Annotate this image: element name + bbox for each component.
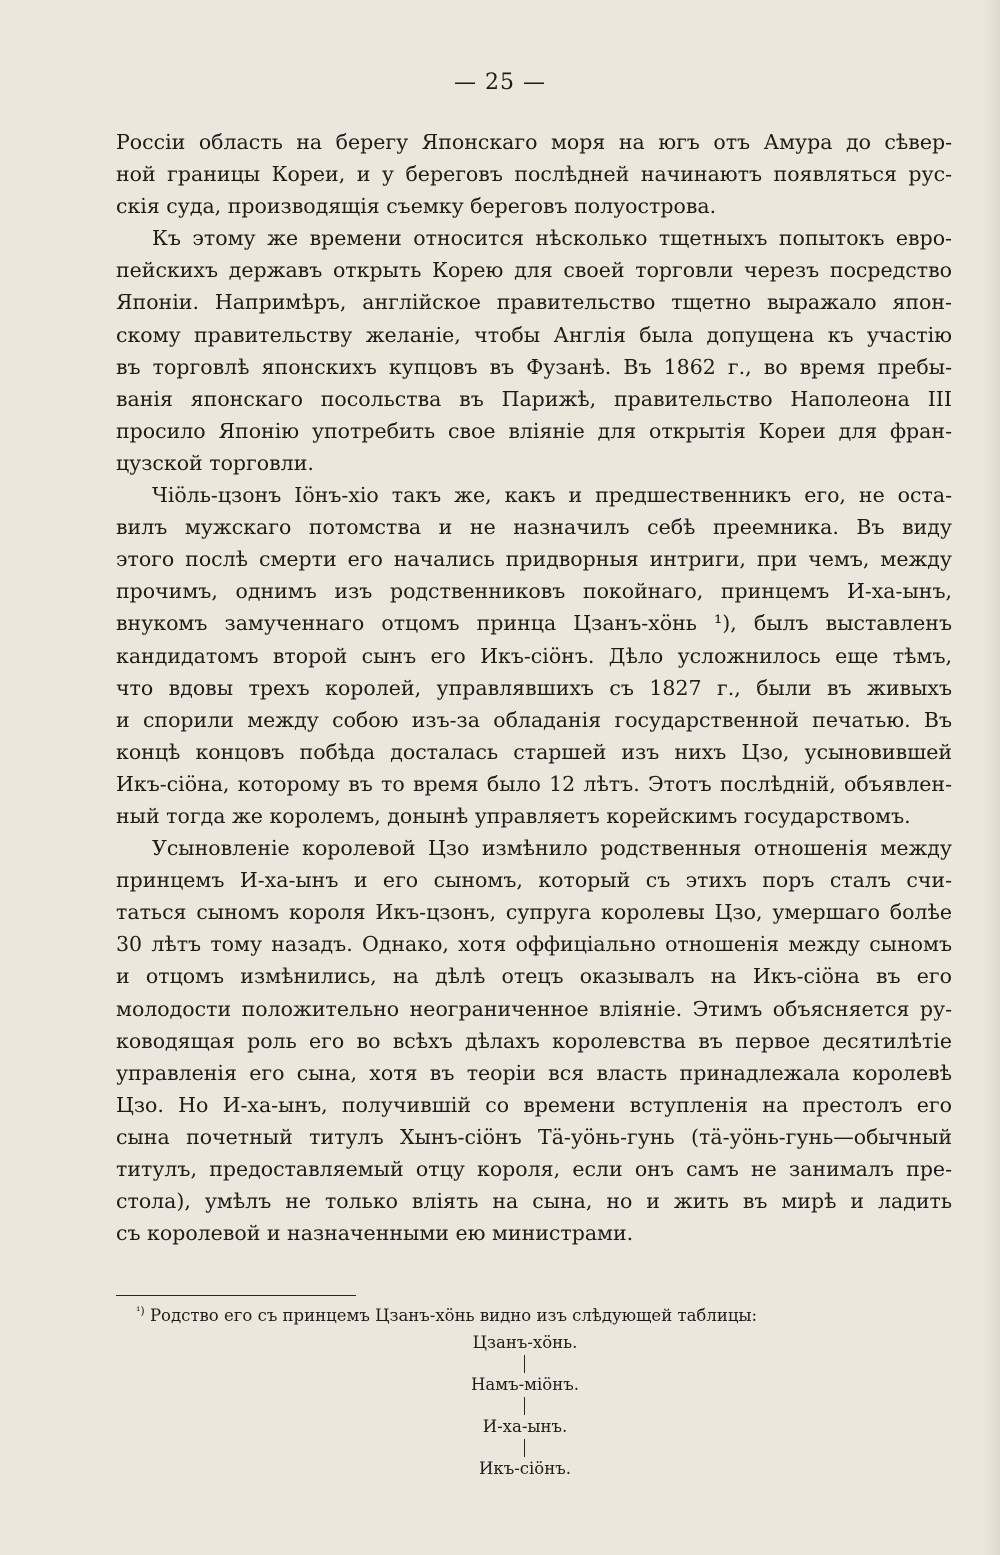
genealogy-name: И-ха-ынъ.: [482, 1417, 568, 1436]
text-line: Цзо. Но И-ха-ынъ, получившій со времени вступленія на престолъ его: [116, 1092, 952, 1117]
genealogy-connector: [420, 1395, 630, 1417]
text-line: просило Японію употребить свое вліяніе для открытія Кореи для фран-: [116, 418, 952, 443]
genealogy-name: Намъ-міöнъ.: [471, 1375, 579, 1394]
text-line: Японіи. Напримѣръ, англійское правительство тщетно выражало япон-: [116, 290, 952, 315]
text-line: принцемъ И-ха-ынъ и его сыномъ, который съ этихъ поръ сталъ счи-: [116, 868, 952, 893]
text-line: ванія японскаго посольства въ Парижѣ, правительство Наполеона III: [116, 386, 952, 411]
text-line: управленія его сына, хотя въ теоріи вся власть принадлежала королевѣ: [116, 1060, 952, 1085]
text-line: пейскихъ державъ открыть Корею для своей торговли черезъ посредство: [116, 258, 952, 283]
text-line: таться сыномъ короля Икъ-цзонъ, супруга королевы Цзо, умершаго болѣе: [116, 900, 952, 925]
footnote-body: Родство его съ принцемъ Цзанъ-хöнь видно изъ слѣдующей таблицы:: [149, 1306, 758, 1325]
text-line: скому правительству желаніе, чтобы Англія была допущена къ участію: [116, 322, 952, 347]
paragraph: [116, 222, 952, 479]
genealogy-connector: [420, 1437, 630, 1459]
text-line: Къ этому же времени относится нѣсколько тщетныхъ попытокъ евро-: [152, 226, 952, 251]
text-line: стола), умѣлъ не только вліять на сына, но и жить въ мирѣ и ладить: [116, 1189, 952, 1214]
paragraph: [116, 479, 952, 832]
text-line: ной границы Кореи, и у береговъ послѣдней начинаютъ появляться рус-: [116, 162, 952, 187]
text-line: 30 лѣтъ тому назадъ. Однако, хотя оффиціально отношенія между сыномъ: [116, 932, 952, 957]
text-line: въ торговлѣ японскихъ купцовъ въ Фузанѣ. Въ 1862 г., во время пребы-: [116, 354, 952, 379]
paragraph: [116, 126, 952, 222]
genealogy-name: Икъ-сіöнъ.: [479, 1459, 571, 1478]
text-line: ководящая роль его во всѣхъ дѣлахъ королевства въ первое десятилѣтіе: [116, 1028, 952, 1053]
text-line: и отцомъ измѣнились, на дѣлѣ отецъ оказывалъ на Икъ-сіöна въ его: [116, 964, 952, 989]
text-line: прочимъ, однимъ изъ родственниковъ покойнаго, принцемъ И-ха-ынъ,: [116, 579, 952, 604]
footnote-divider: [116, 1295, 356, 1296]
text-line: концѣ концовъ побѣда досталась старшей изъ нихъ Цзо, усыновившей: [116, 739, 952, 764]
text-line: скія суда, производящія съемку береговъ полуострова.: [116, 194, 717, 219]
text-line: что вдовы трехъ королей, управлявшихъ съ 1827 г., были въ живыхъ: [116, 675, 952, 700]
main-text: [116, 126, 952, 1249]
text-line: кандидатомъ второй сынъ его Икъ-сіöнъ. Дѣло усложнилось еще тѣмъ,: [116, 643, 952, 668]
page-edge-shadow: [982, 0, 1000, 1555]
text-line: съ королевой и назначенными ею министрами.: [116, 1221, 634, 1246]
page-number: — 25 —: [454, 70, 546, 95]
genealogy-name: Цзанъ-хöнь.: [472, 1333, 578, 1352]
text-line: сына почетный титулъ Хынъ-сіöнъ Тä-уöнь-гунь (тä-уöнь-гунь—обычный: [116, 1124, 952, 1149]
text-line: цузской торговли.: [116, 450, 314, 475]
genealogy-table: [420, 1333, 630, 1479]
genealogy-connector: [420, 1353, 630, 1375]
footnote: [116, 1305, 952, 1327]
text-line: вилъ мужскаго потомства и не назначилъ себѣ преемника. Въ виду: [116, 515, 952, 540]
footnote-mark: ¹): [136, 1304, 145, 1318]
text-line: титулъ, предоставляемый отцу короля, если онъ самъ не занималъ пре-: [116, 1157, 952, 1181]
text-line: ный тогда же королемъ, донынѣ управляетъ корейскимъ государствомъ.: [116, 803, 911, 828]
text-line: внукомъ замученнаго отцомъ принца Цзанъ-хöнь ¹), былъ выставленъ: [116, 611, 952, 636]
text-line: Чіöль-цзонъ Іöнъ-хіо такъ же, какъ и предшественникъ его, не оста-: [152, 483, 952, 508]
text-line: Усыновленіе королевой Цзо измѣнило родственныя отношенія между: [152, 836, 952, 861]
text-line: Россіи область на берегу Японскаго моря на югъ отъ Амура до сѣвер-: [116, 130, 952, 154]
text-line: и спорили между собою изъ-за обладанія государственной печатью. Въ: [116, 707, 952, 732]
footnote-text: [116, 1305, 952, 1327]
paragraph: [116, 832, 952, 1249]
text-line: этого послѣ смерти его начались придворныя интриги, при чемъ, между: [116, 547, 952, 572]
text-line: молодости положительно неограниченное вліяніе. Этимъ объясняется ру-: [116, 996, 952, 1021]
text-line: Икъ-сіöна, которому въ то время было 12 лѣтъ. Этотъ послѣдній, объявлен-: [116, 771, 952, 796]
